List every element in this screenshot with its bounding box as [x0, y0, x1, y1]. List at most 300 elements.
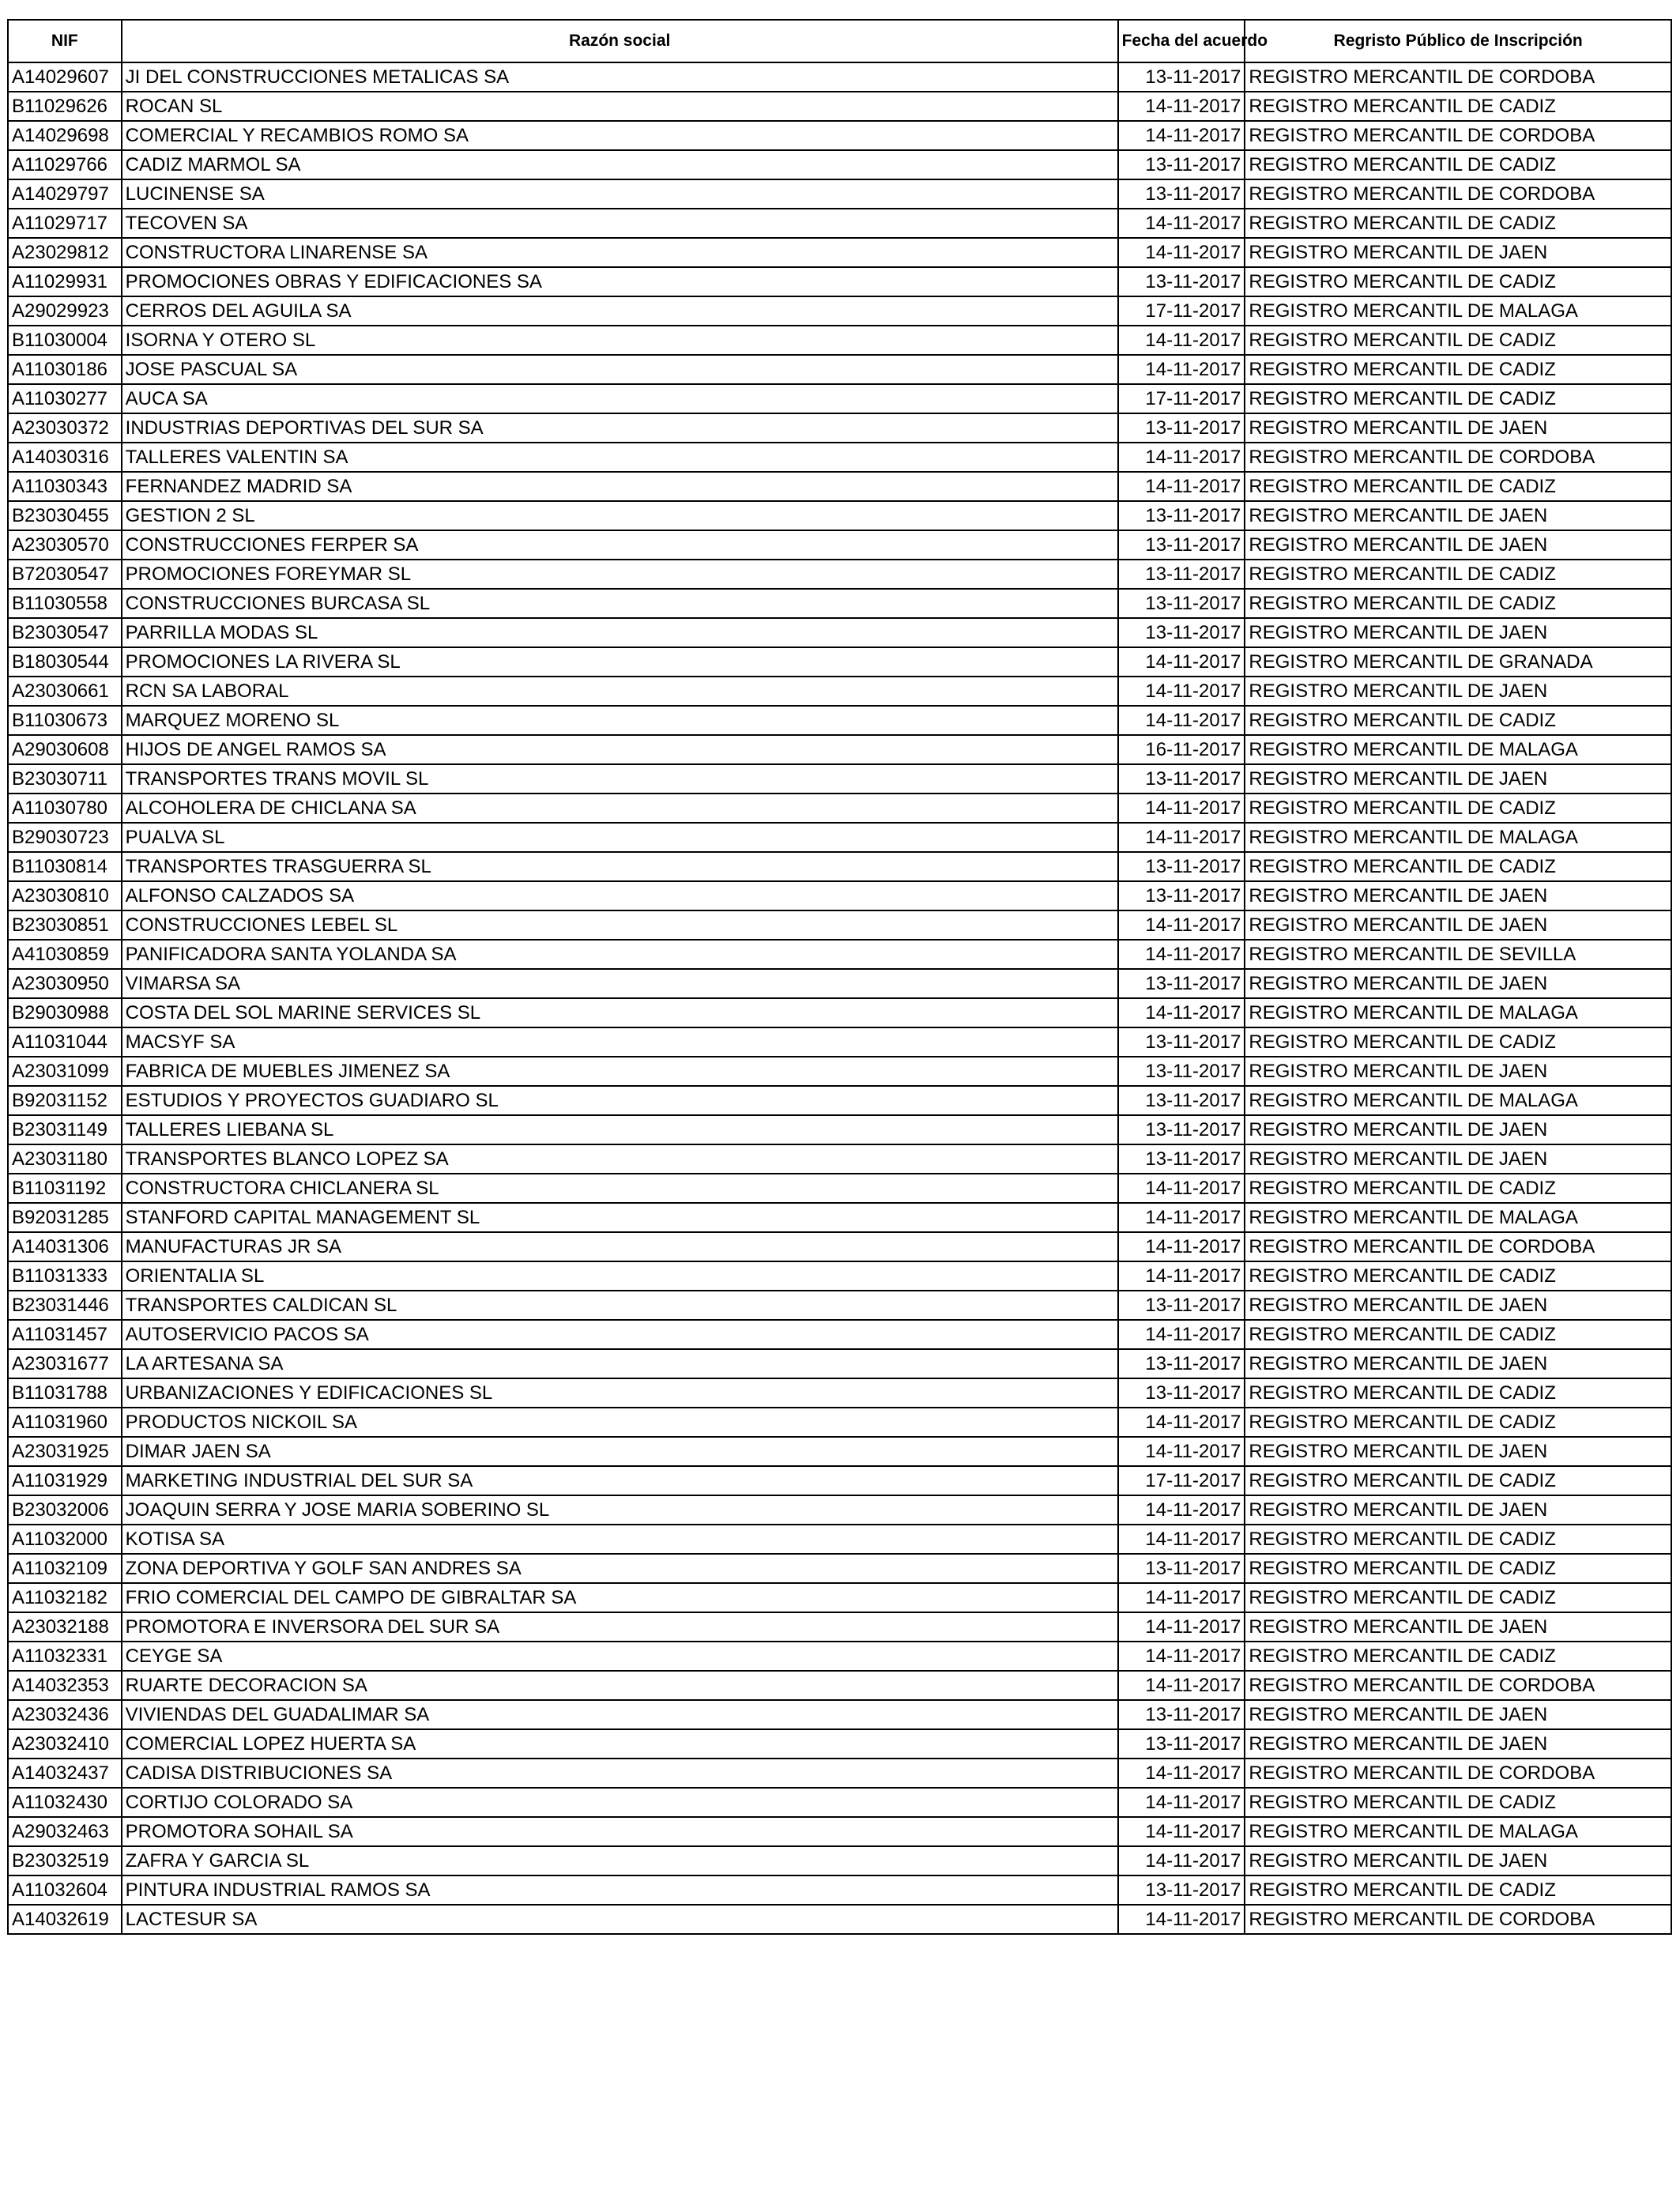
cell-registro: REGISTRO MERCANTIL DE CADIZ — [1245, 1466, 1671, 1495]
cell-razon-social: ROCAN SL — [122, 92, 1118, 121]
table-row — [8, 1115, 1671, 1144]
cell-nif: A14032437 — [8, 1759, 122, 1788]
cell-fecha-acuerdo: 14-11-2017 — [1118, 1817, 1245, 1846]
table-row — [8, 823, 1671, 852]
cell-nif: A11032430 — [8, 1788, 122, 1817]
cell-fecha-acuerdo: 13-11-2017 — [1118, 618, 1245, 647]
cell-fecha-acuerdo: 14-11-2017 — [1118, 1495, 1245, 1525]
cell-razon-social: PROMOCIONES OBRAS Y EDIFICACIONES SA — [122, 267, 1118, 296]
cell-fecha-acuerdo: 14-11-2017 — [1118, 794, 1245, 823]
table-row — [8, 384, 1671, 413]
cell-fecha-acuerdo: 13-11-2017 — [1118, 1378, 1245, 1408]
cell-registro: REGISTRO MERCANTIL DE SEVILLA — [1245, 940, 1671, 969]
cell-registro: REGISTRO MERCANTIL DE JAEN — [1245, 1612, 1671, 1642]
table-row — [8, 1817, 1671, 1846]
table-row — [8, 1700, 1671, 1729]
cell-registro: REGISTRO MERCANTIL DE JAEN — [1245, 1291, 1671, 1320]
cell-registro: REGISTRO MERCANTIL DE MALAGA — [1245, 1086, 1671, 1115]
cell-razon-social: TALLERES VALENTIN SA — [122, 443, 1118, 472]
cell-razon-social: GESTION 2 SL — [122, 501, 1118, 530]
table-header — [8, 20, 1671, 62]
cell-registro: REGISTRO MERCANTIL DE MALAGA — [1245, 1817, 1671, 1846]
table-row — [8, 355, 1671, 384]
table-row — [8, 618, 1671, 647]
table-row — [8, 1320, 1671, 1349]
table-row — [8, 1554, 1671, 1583]
table-row — [8, 589, 1671, 618]
cell-nif: A23032436 — [8, 1700, 122, 1729]
cell-fecha-acuerdo: 13-11-2017 — [1118, 852, 1245, 881]
table-row — [8, 881, 1671, 910]
cell-fecha-acuerdo: 14-11-2017 — [1118, 1612, 1245, 1642]
table-row — [8, 1759, 1671, 1788]
cell-nif: A14030316 — [8, 443, 122, 472]
table-row — [8, 1437, 1671, 1466]
cell-fecha-acuerdo: 14-11-2017 — [1118, 940, 1245, 969]
cell-fecha-acuerdo: 17-11-2017 — [1118, 384, 1245, 413]
cell-razon-social: KOTISA SA — [122, 1525, 1118, 1554]
cell-fecha-acuerdo: 13-11-2017 — [1118, 1057, 1245, 1086]
cell-razon-social: INDUSTRIAS DEPORTIVAS DEL SUR SA — [122, 413, 1118, 443]
cell-registro: REGISTRO MERCANTIL DE JAEN — [1245, 618, 1671, 647]
cell-registro: REGISTRO MERCANTIL DE CADIZ — [1245, 384, 1671, 413]
cell-razon-social: AUTOSERVICIO PACOS SA — [122, 1320, 1118, 1349]
table-row — [8, 443, 1671, 472]
cell-nif: B29030988 — [8, 998, 122, 1027]
cell-razon-social: TRANSPORTES TRASGUERRA SL — [122, 852, 1118, 881]
cell-fecha-acuerdo: 13-11-2017 — [1118, 179, 1245, 209]
cell-razon-social: VIVIENDAS DEL GUADALIMAR SA — [122, 1700, 1118, 1729]
table-row — [8, 472, 1671, 501]
table-row — [8, 1612, 1671, 1642]
cell-fecha-acuerdo: 13-11-2017 — [1118, 62, 1245, 92]
cell-fecha-acuerdo: 13-11-2017 — [1118, 764, 1245, 794]
cell-fecha-acuerdo: 13-11-2017 — [1118, 267, 1245, 296]
cell-nif: A23030661 — [8, 677, 122, 706]
cell-fecha-acuerdo: 14-11-2017 — [1118, 823, 1245, 852]
registry-table — [7, 19, 1672, 1935]
cell-fecha-acuerdo: 13-11-2017 — [1118, 560, 1245, 589]
cell-registro: REGISTRO MERCANTIL DE JAEN — [1245, 764, 1671, 794]
table-row — [8, 413, 1671, 443]
cell-fecha-acuerdo: 14-11-2017 — [1118, 1437, 1245, 1466]
cell-nif: A29030608 — [8, 735, 122, 764]
table-row — [8, 1057, 1671, 1086]
cell-fecha-acuerdo: 14-11-2017 — [1118, 998, 1245, 1027]
table-row — [8, 1291, 1671, 1320]
cell-fecha-acuerdo: 13-11-2017 — [1118, 1349, 1245, 1378]
cell-razon-social: TRANSPORTES CALDICAN SL — [122, 1291, 1118, 1320]
cell-razon-social: ALFONSO CALZADOS SA — [122, 881, 1118, 910]
cell-fecha-acuerdo: 14-11-2017 — [1118, 1203, 1245, 1232]
cell-fecha-acuerdo: 14-11-2017 — [1118, 121, 1245, 150]
cell-registro: REGISTRO MERCANTIL DE MALAGA — [1245, 998, 1671, 1027]
cell-registro: REGISTRO MERCANTIL DE JAEN — [1245, 413, 1671, 443]
cell-razon-social: AUCA SA — [122, 384, 1118, 413]
cell-razon-social: PARRILLA MODAS SL — [122, 618, 1118, 647]
cell-registro: REGISTRO MERCANTIL DE CADIZ — [1245, 1378, 1671, 1408]
cell-fecha-acuerdo: 14-11-2017 — [1118, 355, 1245, 384]
table-row — [8, 62, 1671, 92]
table-row — [8, 706, 1671, 735]
cell-razon-social: LA ARTESANA SA — [122, 1349, 1118, 1378]
cell-razon-social: ISORNA Y OTERO SL — [122, 326, 1118, 355]
table-row — [8, 296, 1671, 326]
table-row — [8, 1525, 1671, 1554]
table-row — [8, 1174, 1671, 1203]
cell-nif: A11031960 — [8, 1408, 122, 1437]
cell-razon-social: ZAFRA Y GARCIA SL — [122, 1846, 1118, 1875]
table-row — [8, 326, 1671, 355]
cell-razon-social: PROMOTORA E INVERSORA DEL SUR SA — [122, 1612, 1118, 1642]
cell-registro: REGISTRO MERCANTIL DE CADIZ — [1245, 92, 1671, 121]
table-row — [8, 1378, 1671, 1408]
table-row — [8, 998, 1671, 1027]
cell-registro: REGISTRO MERCANTIL DE JAEN — [1245, 1700, 1671, 1729]
cell-registro: REGISTRO MERCANTIL DE JAEN — [1245, 1729, 1671, 1759]
table-row — [8, 794, 1671, 823]
cell-fecha-acuerdo: 13-11-2017 — [1118, 1700, 1245, 1729]
cell-fecha-acuerdo: 13-11-2017 — [1118, 1291, 1245, 1320]
cell-nif: A14032353 — [8, 1671, 122, 1700]
table-row — [8, 530, 1671, 560]
header-fecha-acuerdo: Fecha del acuerdo — [1118, 20, 1245, 62]
table-row — [8, 1788, 1671, 1817]
cell-razon-social: HIJOS DE ANGEL RAMOS SA — [122, 735, 1118, 764]
cell-registro: REGISTRO MERCANTIL DE JAEN — [1245, 1057, 1671, 1086]
table-row — [8, 677, 1671, 706]
cell-fecha-acuerdo: 14-11-2017 — [1118, 1846, 1245, 1875]
cell-razon-social: MANUFACTURAS JR SA — [122, 1232, 1118, 1261]
cell-razon-social: PROMOCIONES LA RIVERA SL — [122, 647, 1118, 677]
cell-registro: REGISTRO MERCANTIL DE CORDOBA — [1245, 62, 1671, 92]
cell-nif: A11029931 — [8, 267, 122, 296]
cell-registro: REGISTRO MERCANTIL DE CORDOBA — [1245, 1671, 1671, 1700]
cell-razon-social: DIMAR JAEN SA — [122, 1437, 1118, 1466]
cell-nif: B92031285 — [8, 1203, 122, 1232]
table-row — [8, 267, 1671, 296]
cell-razon-social: CONSTRUCTORA CHICLANERA SL — [122, 1174, 1118, 1203]
cell-razon-social: JI DEL CONSTRUCCIONES METALICAS SA — [122, 62, 1118, 92]
cell-registro: REGISTRO MERCANTIL DE CORDOBA — [1245, 443, 1671, 472]
cell-nif: A23032410 — [8, 1729, 122, 1759]
cell-nif: A29029923 — [8, 296, 122, 326]
cell-fecha-acuerdo: 14-11-2017 — [1118, 1408, 1245, 1437]
cell-nif: B11031333 — [8, 1261, 122, 1291]
cell-nif: A23032188 — [8, 1612, 122, 1642]
cell-nif: A14029797 — [8, 179, 122, 209]
cell-razon-social: TECOVEN SA — [122, 209, 1118, 238]
table-row — [8, 764, 1671, 794]
cell-razon-social: CEYGE SA — [122, 1642, 1118, 1671]
table-row — [8, 852, 1671, 881]
cell-fecha-acuerdo: 14-11-2017 — [1118, 1261, 1245, 1291]
cell-registro: REGISTRO MERCANTIL DE CADIZ — [1245, 209, 1671, 238]
cell-razon-social: TALLERES LIEBANA SL — [122, 1115, 1118, 1144]
cell-registro: REGISTRO MERCANTIL DE CORDOBA — [1245, 1232, 1671, 1261]
cell-fecha-acuerdo: 16-11-2017 — [1118, 735, 1245, 764]
cell-fecha-acuerdo: 14-11-2017 — [1118, 1232, 1245, 1261]
cell-nif: A41030859 — [8, 940, 122, 969]
cell-nif: B29030723 — [8, 823, 122, 852]
cell-registro: REGISTRO MERCANTIL DE CADIZ — [1245, 560, 1671, 589]
cell-registro: REGISTRO MERCANTIL DE CADIZ — [1245, 326, 1671, 355]
cell-razon-social: STANFORD CAPITAL MANAGEMENT SL — [122, 1203, 1118, 1232]
cell-razon-social: CONSTRUCCIONES FERPER SA — [122, 530, 1118, 560]
table-row — [8, 1203, 1671, 1232]
table-row — [8, 1144, 1671, 1174]
cell-fecha-acuerdo: 14-11-2017 — [1118, 1320, 1245, 1349]
cell-fecha-acuerdo: 13-11-2017 — [1118, 501, 1245, 530]
cell-nif: B23030851 — [8, 910, 122, 940]
cell-fecha-acuerdo: 13-11-2017 — [1118, 1115, 1245, 1144]
table-row — [8, 1466, 1671, 1495]
cell-nif: A11032182 — [8, 1583, 122, 1612]
table-row — [8, 1729, 1671, 1759]
cell-razon-social: TRANSPORTES BLANCO LOPEZ SA — [122, 1144, 1118, 1174]
cell-fecha-acuerdo: 13-11-2017 — [1118, 589, 1245, 618]
cell-registro: REGISTRO MERCANTIL DE CADIZ — [1245, 706, 1671, 735]
cell-fecha-acuerdo: 17-11-2017 — [1118, 296, 1245, 326]
cell-razon-social: CONSTRUCCIONES LEBEL SL — [122, 910, 1118, 940]
cell-razon-social: URBANIZACIONES Y EDIFICACIONES SL — [122, 1378, 1118, 1408]
cell-registro: REGISTRO MERCANTIL DE CADIZ — [1245, 1525, 1671, 1554]
cell-fecha-acuerdo: 14-11-2017 — [1118, 1788, 1245, 1817]
cell-registro: REGISTRO MERCANTIL DE JAEN — [1245, 1437, 1671, 1466]
table-row — [8, 969, 1671, 998]
table-row — [8, 1086, 1671, 1115]
cell-nif: B23030455 — [8, 501, 122, 530]
cell-razon-social: JOSE PASCUAL SA — [122, 355, 1118, 384]
cell-razon-social: COSTA DEL SOL MARINE SERVICES SL — [122, 998, 1118, 1027]
cell-fecha-acuerdo: 13-11-2017 — [1118, 1027, 1245, 1057]
cell-nif: A23030950 — [8, 969, 122, 998]
header-registro: Regristo Público de Inscripción — [1245, 20, 1671, 62]
cell-registro: REGISTRO MERCANTIL DE CADIZ — [1245, 267, 1671, 296]
cell-registro: REGISTRO MERCANTIL DE CORDOBA — [1245, 1759, 1671, 1788]
cell-nif: B11029626 — [8, 92, 122, 121]
cell-registro: REGISTRO MERCANTIL DE CADIZ — [1245, 1174, 1671, 1203]
cell-nif: A11030277 — [8, 384, 122, 413]
cell-nif: B11030004 — [8, 326, 122, 355]
header-nif: NIF — [8, 20, 122, 62]
table-row — [8, 1408, 1671, 1437]
cell-nif: A11031929 — [8, 1466, 122, 1495]
table-row — [8, 1349, 1671, 1378]
cell-razon-social: ALCOHOLERA DE CHICLANA SA — [122, 794, 1118, 823]
cell-nif: B11031788 — [8, 1378, 122, 1408]
cell-registro: REGISTRO MERCANTIL DE CADIZ — [1245, 1261, 1671, 1291]
cell-nif: B11030814 — [8, 852, 122, 881]
cell-nif: A23030810 — [8, 881, 122, 910]
cell-nif: B23031149 — [8, 1115, 122, 1144]
table-row — [8, 209, 1671, 238]
header-row — [8, 20, 1671, 62]
cell-razon-social: PRODUCTOS NICKOIL SA — [122, 1408, 1118, 1437]
cell-registro: REGISTRO MERCANTIL DE CORDOBA — [1245, 179, 1671, 209]
cell-nif: B18030544 — [8, 647, 122, 677]
cell-fecha-acuerdo: 14-11-2017 — [1118, 1671, 1245, 1700]
cell-registro: REGISTRO MERCANTIL DE JAEN — [1245, 530, 1671, 560]
cell-fecha-acuerdo: 13-11-2017 — [1118, 1729, 1245, 1759]
cell-fecha-acuerdo: 13-11-2017 — [1118, 969, 1245, 998]
cell-registro: REGISTRO MERCANTIL DE CADIZ — [1245, 589, 1671, 618]
cell-nif: A11029717 — [8, 209, 122, 238]
table-row — [8, 1642, 1671, 1671]
cell-registro: REGISTRO MERCANTIL DE JAEN — [1245, 677, 1671, 706]
cell-registro: REGISTRO MERCANTIL DE CADIZ — [1245, 794, 1671, 823]
table-row — [8, 647, 1671, 677]
table-row — [8, 238, 1671, 267]
cell-fecha-acuerdo: 14-11-2017 — [1118, 443, 1245, 472]
cell-registro: REGISTRO MERCANTIL DE CADIZ — [1245, 1642, 1671, 1671]
cell-registro: REGISTRO MERCANTIL DE CORDOBA — [1245, 121, 1671, 150]
cell-nif: A11032604 — [8, 1875, 122, 1905]
table-row — [8, 1232, 1671, 1261]
cell-registro: REGISTRO MERCANTIL DE JAEN — [1245, 969, 1671, 998]
cell-fecha-acuerdo: 13-11-2017 — [1118, 150, 1245, 179]
cell-nif: A11032331 — [8, 1642, 122, 1671]
cell-nif: A11032000 — [8, 1525, 122, 1554]
table-row — [8, 1495, 1671, 1525]
cell-nif: B11030558 — [8, 589, 122, 618]
cell-registro: REGISTRO MERCANTIL DE JAEN — [1245, 1495, 1671, 1525]
cell-razon-social: CORTIJO COLORADO SA — [122, 1788, 1118, 1817]
cell-registro: REGISTRO MERCANTIL DE CADIZ — [1245, 1408, 1671, 1437]
table-body — [8, 62, 1671, 1934]
cell-fecha-acuerdo: 14-11-2017 — [1118, 1905, 1245, 1934]
cell-razon-social: TRANSPORTES TRANS MOVIL SL — [122, 764, 1118, 794]
cell-fecha-acuerdo: 14-11-2017 — [1118, 238, 1245, 267]
cell-registro: REGISTRO MERCANTIL DE MALAGA — [1245, 1203, 1671, 1232]
cell-registro: REGISTRO MERCANTIL DE CADIZ — [1245, 150, 1671, 179]
cell-nif: B11031192 — [8, 1174, 122, 1203]
cell-razon-social: FERNANDEZ MADRID SA — [122, 472, 1118, 501]
cell-registro: REGISTRO MERCANTIL DE CADIZ — [1245, 1554, 1671, 1583]
cell-fecha-acuerdo: 14-11-2017 — [1118, 1525, 1245, 1554]
table-row — [8, 1846, 1671, 1875]
cell-razon-social: VIMARSA SA — [122, 969, 1118, 998]
cell-nif: A11030343 — [8, 472, 122, 501]
cell-nif: A14029698 — [8, 121, 122, 150]
cell-registro: REGISTRO MERCANTIL DE CORDOBA — [1245, 1905, 1671, 1934]
cell-razon-social: JOAQUIN SERRA Y JOSE MARIA SOBERINO SL — [122, 1495, 1118, 1525]
cell-nif: A29032463 — [8, 1817, 122, 1846]
cell-nif: A11031457 — [8, 1320, 122, 1349]
cell-registro: REGISTRO MERCANTIL DE JAEN — [1245, 238, 1671, 267]
cell-nif: A14032619 — [8, 1905, 122, 1934]
cell-razon-social: LACTESUR SA — [122, 1905, 1118, 1934]
cell-fecha-acuerdo: 14-11-2017 — [1118, 326, 1245, 355]
cell-fecha-acuerdo: 13-11-2017 — [1118, 881, 1245, 910]
cell-razon-social: CADISA DISTRIBUCIONES SA — [122, 1759, 1118, 1788]
cell-registro: REGISTRO MERCANTIL DE GRANADA — [1245, 647, 1671, 677]
header-razon-social: Razón social — [122, 20, 1118, 62]
cell-razon-social: CERROS DEL AGUILA SA — [122, 296, 1118, 326]
cell-razon-social: PUALVA SL — [122, 823, 1118, 852]
cell-nif: B92031152 — [8, 1086, 122, 1115]
cell-nif: A23030372 — [8, 413, 122, 443]
cell-nif: A23031677 — [8, 1349, 122, 1378]
cell-fecha-acuerdo: 13-11-2017 — [1118, 413, 1245, 443]
cell-nif: A23030570 — [8, 530, 122, 560]
cell-registro: REGISTRO MERCANTIL DE JAEN — [1245, 501, 1671, 530]
table-row — [8, 1261, 1671, 1291]
cell-registro: REGISTRO MERCANTIL DE JAEN — [1245, 910, 1671, 940]
cell-nif: A11031044 — [8, 1027, 122, 1057]
cell-fecha-acuerdo: 14-11-2017 — [1118, 1174, 1245, 1203]
cell-fecha-acuerdo: 14-11-2017 — [1118, 472, 1245, 501]
cell-nif: B23030547 — [8, 618, 122, 647]
table-row — [8, 121, 1671, 150]
cell-razon-social: PINTURA INDUSTRIAL RAMOS SA — [122, 1875, 1118, 1905]
cell-nif: B11030673 — [8, 706, 122, 735]
cell-razon-social: CONSTRUCTORA LINARENSE SA — [122, 238, 1118, 267]
cell-registro: REGISTRO MERCANTIL DE JAEN — [1245, 1349, 1671, 1378]
table-row — [8, 1875, 1671, 1905]
cell-fecha-acuerdo: 14-11-2017 — [1118, 677, 1245, 706]
cell-razon-social: COMERCIAL Y RECAMBIOS ROMO SA — [122, 121, 1118, 150]
cell-registro: REGISTRO MERCANTIL DE CADIZ — [1245, 1875, 1671, 1905]
cell-razon-social: CONSTRUCCIONES BURCASA SL — [122, 589, 1118, 618]
table-row — [8, 910, 1671, 940]
cell-registro: REGISTRO MERCANTIL DE CADIZ — [1245, 1320, 1671, 1349]
cell-fecha-acuerdo: 14-11-2017 — [1118, 1759, 1245, 1788]
cell-registro: REGISTRO MERCANTIL DE CADIZ — [1245, 472, 1671, 501]
cell-registro: REGISTRO MERCANTIL DE JAEN — [1245, 1115, 1671, 1144]
table-row — [8, 1671, 1671, 1700]
cell-registro: REGISTRO MERCANTIL DE MALAGA — [1245, 735, 1671, 764]
cell-fecha-acuerdo: 17-11-2017 — [1118, 1466, 1245, 1495]
cell-razon-social: PANIFICADORA SANTA YOLANDA SA — [122, 940, 1118, 969]
cell-nif: A14029607 — [8, 62, 122, 92]
cell-registro: REGISTRO MERCANTIL DE CADIZ — [1245, 1788, 1671, 1817]
cell-razon-social: COMERCIAL LOPEZ HUERTA SA — [122, 1729, 1118, 1759]
cell-registro: REGISTRO MERCANTIL DE CADIZ — [1245, 1027, 1671, 1057]
cell-razon-social: MARQUEZ MORENO SL — [122, 706, 1118, 735]
table-row — [8, 1583, 1671, 1612]
cell-fecha-acuerdo: 14-11-2017 — [1118, 209, 1245, 238]
cell-registro: REGISTRO MERCANTIL DE CADIZ — [1245, 1583, 1671, 1612]
cell-nif: A11030186 — [8, 355, 122, 384]
cell-razon-social: ORIENTALIA SL — [122, 1261, 1118, 1291]
table-row — [8, 501, 1671, 530]
cell-fecha-acuerdo: 13-11-2017 — [1118, 1554, 1245, 1583]
cell-nif: A23029812 — [8, 238, 122, 267]
cell-razon-social: PROMOCIONES FOREYMAR SL — [122, 560, 1118, 589]
cell-fecha-acuerdo: 14-11-2017 — [1118, 910, 1245, 940]
cell-razon-social: ESTUDIOS Y PROYECTOS GUADIARO SL — [122, 1086, 1118, 1115]
cell-nif: A23031099 — [8, 1057, 122, 1086]
cell-razon-social: FABRICA DE MUEBLES JIMENEZ SA — [122, 1057, 1118, 1086]
cell-fecha-acuerdo: 13-11-2017 — [1118, 1144, 1245, 1174]
cell-registro: REGISTRO MERCANTIL DE CADIZ — [1245, 852, 1671, 881]
cell-registro: REGISTRO MERCANTIL DE MALAGA — [1245, 296, 1671, 326]
cell-registro: REGISTRO MERCANTIL DE MALAGA — [1245, 823, 1671, 852]
cell-razon-social: CADIZ MARMOL SA — [122, 150, 1118, 179]
cell-registro: REGISTRO MERCANTIL DE JAEN — [1245, 881, 1671, 910]
cell-razon-social: FRIO COMERCIAL DEL CAMPO DE GIBRALTAR SA — [122, 1583, 1118, 1612]
cell-fecha-acuerdo: 13-11-2017 — [1118, 530, 1245, 560]
cell-fecha-acuerdo: 13-11-2017 — [1118, 1086, 1245, 1115]
cell-razon-social: PROMOTORA SOHAIL SA — [122, 1817, 1118, 1846]
cell-fecha-acuerdo: 14-11-2017 — [1118, 647, 1245, 677]
table-row — [8, 1905, 1671, 1934]
cell-fecha-acuerdo: 14-11-2017 — [1118, 1583, 1245, 1612]
table-row — [8, 179, 1671, 209]
cell-fecha-acuerdo: 14-11-2017 — [1118, 1642, 1245, 1671]
cell-registro: REGISTRO MERCANTIL DE JAEN — [1245, 1846, 1671, 1875]
